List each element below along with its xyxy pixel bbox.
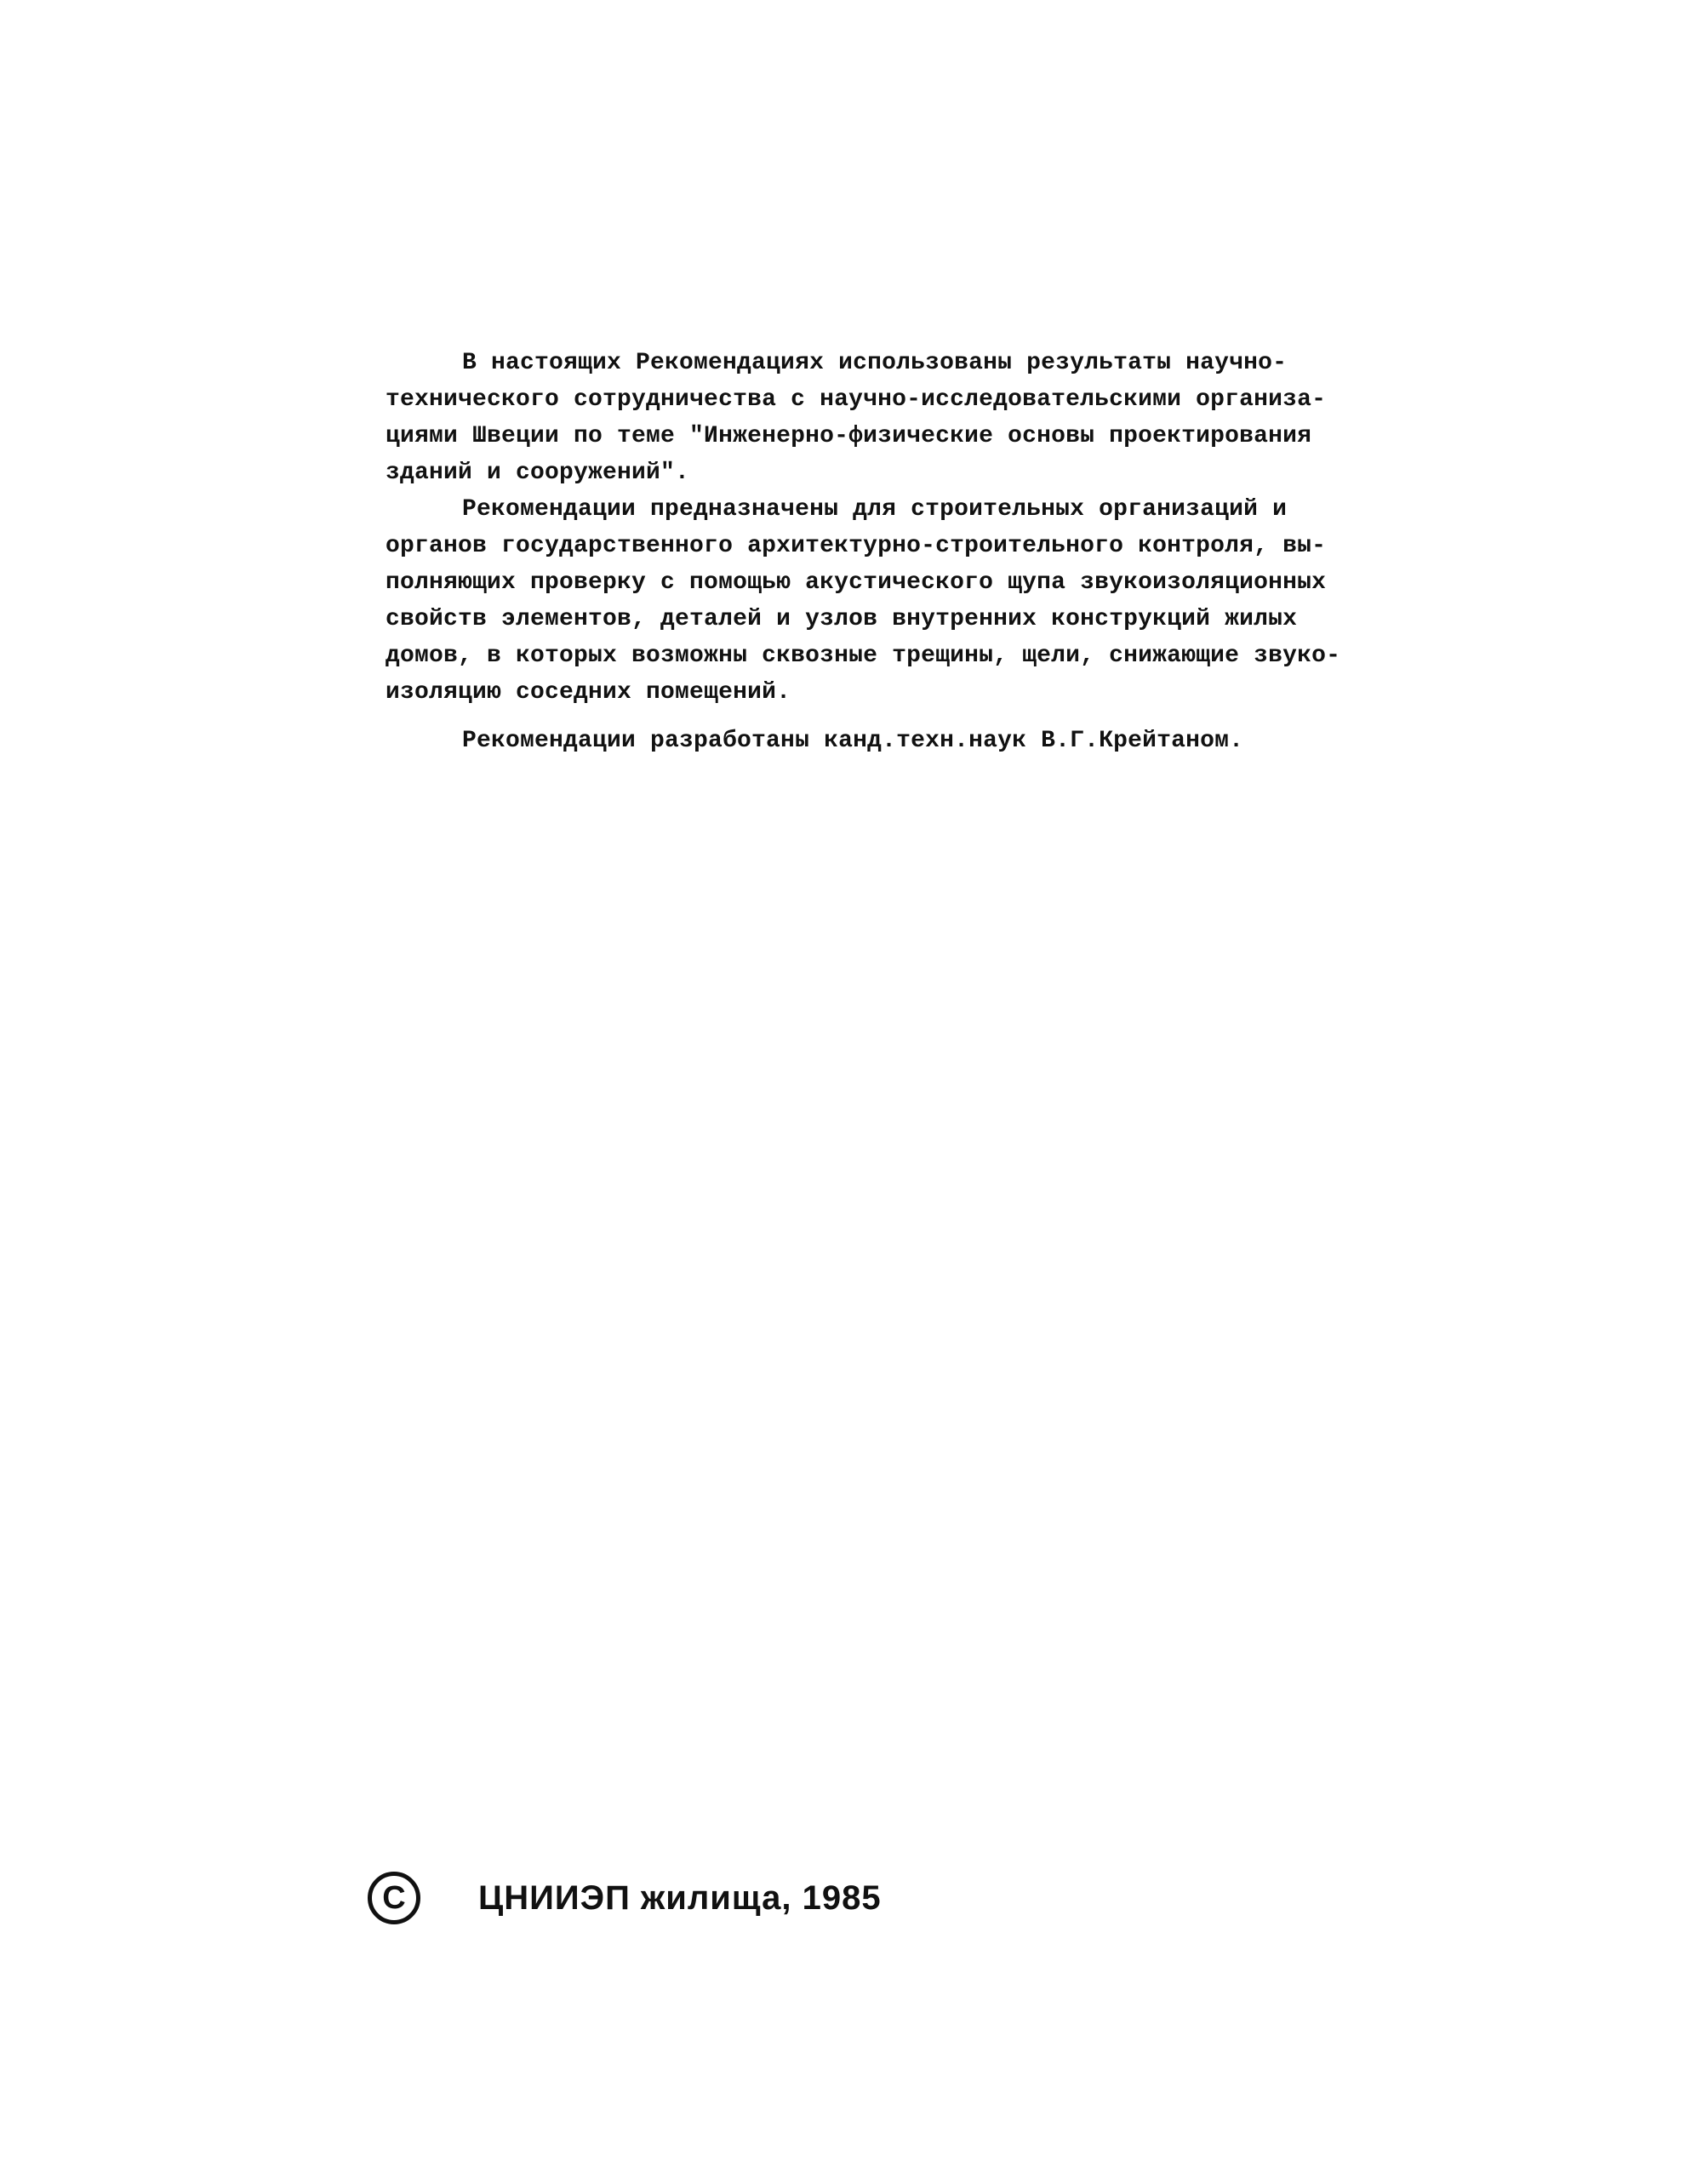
body-text: [386, 345, 1390, 759]
copyright-icon: [368, 1872, 420, 1924]
paragraph-1-line-4: зданий и сооружений".: [386, 460, 690, 486]
paragraph-2-line-6: изоляцию соседних помещений.: [386, 679, 791, 706]
paragraph-1-line-2: технического сотрудничества с научно-исследовательскими организа-: [386, 386, 1327, 413]
copyright-text: ЦНИИЭП жилища, 1985: [478, 1878, 882, 1917]
paragraph-2-line-4: свойств элементов, деталей и узлов внутренних конструкций жилых: [386, 606, 1298, 632]
paragraph-1-line-1: В настоящих Рекомендациях использованы результаты научно-: [462, 350, 1288, 376]
paragraph-2-line-5: домов, в которых возможны сквозные трещины, щели, снижающие звуко-: [386, 643, 1341, 669]
copyright-notice: [368, 1868, 882, 1928]
paragraph-2-line-3: полняющих проверку с помощью акустического щупа звукоизоляционных: [386, 569, 1327, 596]
paragraph-3-line-1: Рекомендации разработаны канд.техн.наук В.Г.Крейтаном.: [462, 728, 1244, 754]
paragraph-2-line-1: Рекомендации предназначены для строительных организаций и: [462, 496, 1288, 523]
paragraph-1-line-3: циями Швеции по теме "Инженерно-физические основы проектирования: [386, 423, 1312, 449]
copyright-icon-letter: C: [382, 1880, 406, 1916]
paragraph-2-line-2: органов государственного архитектурно-строительного контроля, вы-: [386, 533, 1327, 559]
